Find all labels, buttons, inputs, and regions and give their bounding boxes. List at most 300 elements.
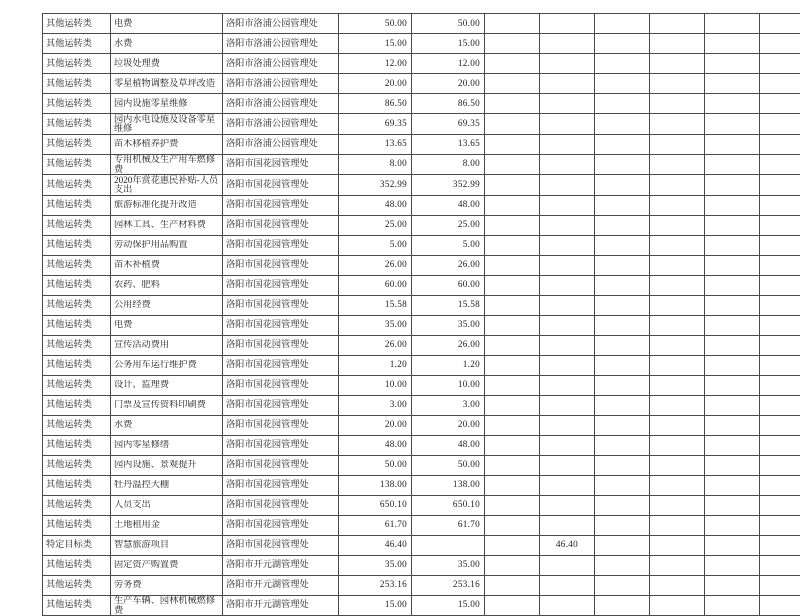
cell-extra-6: [760, 375, 800, 395]
cell-extra-4: [650, 175, 705, 196]
cell-extra-1: [485, 415, 540, 435]
cell-extra-6: [760, 235, 800, 255]
cell-extra-5: [705, 175, 760, 196]
cell-item-text: 垃圾处理费: [114, 58, 220, 68]
cell-extra-6: [760, 134, 800, 154]
cell-extra-3: [595, 435, 650, 455]
cell-extra-1: [485, 515, 540, 535]
cell-department: 洛阳市洛浦公园管理处: [223, 74, 339, 94]
cell-item: [111, 114, 223, 135]
table-row: [43, 255, 800, 275]
cell-extra-5: [705, 335, 760, 355]
cell-category: 其他运转类: [43, 415, 111, 435]
cell-department: 洛阳市国花园管理处: [223, 415, 339, 435]
cell-item-text: 公务用车运行维护费: [114, 360, 220, 370]
cell-amount-2: 15.58: [412, 295, 485, 315]
cell-item: [111, 355, 223, 375]
cell-extra-4: [650, 275, 705, 295]
cell-item: [111, 595, 223, 616]
table-row: [43, 535, 800, 555]
cell-extra-4: [650, 515, 705, 535]
cell-extra-3: [595, 235, 650, 255]
cell-extra-4: [650, 154, 705, 175]
cell-extra-1: [485, 395, 540, 415]
cell-amount-1: 61.70: [339, 515, 412, 535]
cell-extra-5: [705, 195, 760, 215]
cell-amount-1: 650.10: [339, 495, 412, 515]
cell-extra-6: [760, 175, 800, 196]
cell-extra-5: [705, 235, 760, 255]
cell-amount-1: 20.00: [339, 74, 412, 94]
cell-department: 洛阳市国花园管理处: [223, 295, 339, 315]
cell-extra-2: [540, 14, 595, 34]
cell-item: [111, 14, 223, 34]
cell-item-text: 电费: [114, 18, 220, 28]
table-row: [43, 94, 800, 114]
cell-item-text: 劳动保护用品购置: [114, 240, 220, 250]
cell-amount-1: 60.00: [339, 275, 412, 295]
cell-extra-3: [595, 455, 650, 475]
cell-extra-2: [540, 134, 595, 154]
cell-extra-2: [540, 94, 595, 114]
cell-department: 洛阳市国花园管理处: [223, 195, 339, 215]
cell-extra-3: [595, 595, 650, 616]
cell-item-text: 设计、监理费: [114, 380, 220, 390]
table-row: [43, 34, 800, 54]
cell-item: [111, 74, 223, 94]
cell-extra-3: [595, 515, 650, 535]
cell-department: 洛阳市国花园管理处: [223, 275, 339, 295]
cell-extra-5: [705, 555, 760, 575]
cell-extra-2: [540, 54, 595, 74]
table-row: [43, 515, 800, 535]
cell-item: [111, 54, 223, 74]
cell-department: 洛阳市国花园管理处: [223, 475, 339, 495]
cell-extra-4: [650, 134, 705, 154]
cell-extra-6: [760, 495, 800, 515]
cell-item-text: 苗木移植养护费: [114, 139, 220, 149]
cell-amount-1: 3.00: [339, 395, 412, 415]
cell-extra-5: [705, 455, 760, 475]
cell-extra-3: [595, 495, 650, 515]
cell-department: 洛阳市洛浦公园管理处: [223, 114, 339, 135]
cell-extra-6: [760, 315, 800, 335]
cell-extra-5: [705, 114, 760, 135]
cell-extra-6: [760, 515, 800, 535]
cell-amount-2: 26.00: [412, 255, 485, 275]
cell-extra-2: [540, 74, 595, 94]
cell-extra-3: [595, 114, 650, 135]
cell-extra-6: [760, 575, 800, 595]
cell-amount-1: 13.65: [339, 134, 412, 154]
cell-category: 其他运转类: [43, 555, 111, 575]
cell-extra-2: [540, 495, 595, 515]
cell-extra-2: [540, 375, 595, 395]
cell-extra-4: [650, 215, 705, 235]
cell-extra-2: [540, 114, 595, 135]
cell-extra-1: [485, 555, 540, 575]
cell-extra-5: [705, 375, 760, 395]
table-row: [43, 195, 800, 215]
cell-item-text: 园内设施、景观提升: [114, 460, 220, 470]
cell-amount-1: 35.00: [339, 555, 412, 575]
cell-amount-2: 35.00: [412, 315, 485, 335]
cell-extra-3: [595, 74, 650, 94]
cell-extra-4: [650, 475, 705, 495]
cell-department: 洛阳市开元湖管理处: [223, 555, 339, 575]
cell-category: 其他运转类: [43, 595, 111, 616]
cell-amount-2: 60.00: [412, 275, 485, 295]
cell-extra-2: [540, 435, 595, 455]
cell-extra-6: [760, 215, 800, 235]
cell-item: [111, 415, 223, 435]
cell-category: 其他运转类: [43, 175, 111, 196]
cell-extra-4: [650, 74, 705, 94]
cell-item: [111, 395, 223, 415]
cell-amount-1: 1.20: [339, 355, 412, 375]
cell-extra-5: [705, 134, 760, 154]
cell-department: 洛阳市国花园管理处: [223, 375, 339, 395]
cell-department: 洛阳市国花园管理处: [223, 255, 339, 275]
cell-extra-5: [705, 355, 760, 375]
cell-extra-1: [485, 74, 540, 94]
cell-extra-2: [540, 355, 595, 375]
cell-item: [111, 34, 223, 54]
table-row: [43, 215, 800, 235]
cell-category: 其他运转类: [43, 255, 111, 275]
cell-extra-3: [595, 555, 650, 575]
cell-item: [111, 315, 223, 335]
cell-amount-1: 50.00: [339, 14, 412, 34]
cell-extra-5: [705, 415, 760, 435]
cell-extra-1: [485, 215, 540, 235]
cell-extra-3: [595, 175, 650, 196]
cell-extra-1: [485, 335, 540, 355]
table-row: [43, 154, 800, 175]
cell-category: 其他运转类: [43, 34, 111, 54]
cell-amount-1: 5.00: [339, 235, 412, 255]
table-row: [43, 114, 800, 135]
cell-extra-3: [595, 14, 650, 34]
cell-extra-1: [485, 275, 540, 295]
cell-extra-2: [540, 255, 595, 275]
cell-extra-4: [650, 455, 705, 475]
cell-item: [111, 475, 223, 495]
cell-extra-2: [540, 195, 595, 215]
cell-category: 其他运转类: [43, 235, 111, 255]
cell-extra-6: [760, 415, 800, 435]
cell-amount-1: 138.00: [339, 475, 412, 495]
cell-category: 其他运转类: [43, 455, 111, 475]
cell-item-text: 水费: [114, 420, 220, 430]
table-row: [43, 134, 800, 154]
cell-item-text: 固定资产购置费: [114, 560, 220, 570]
cell-extra-4: [650, 235, 705, 255]
cell-item: [111, 295, 223, 315]
cell-amount-1: 26.00: [339, 335, 412, 355]
cell-item-text: 零星植物调整及草坪改造: [114, 78, 220, 88]
cell-department: 洛阳市国花园管理处: [223, 154, 339, 175]
cell-extra-6: [760, 475, 800, 495]
cell-extra-4: [650, 54, 705, 74]
cell-item-text: 园内设施零星维修: [114, 98, 220, 108]
cell-amount-2: 61.70: [412, 515, 485, 535]
cell-item-text: 水费: [114, 38, 220, 48]
cell-category: 其他运转类: [43, 154, 111, 175]
cell-extra-3: [595, 154, 650, 175]
cell-extra-4: [650, 114, 705, 135]
cell-extra-3: [595, 295, 650, 315]
cell-extra-6: [760, 34, 800, 54]
cell-category: 其他运转类: [43, 475, 111, 495]
cell-extra-5: [705, 74, 760, 94]
cell-item-text: 园内零星修缮: [114, 440, 220, 450]
cell-category: 其他运转类: [43, 355, 111, 375]
cell-department: 洛阳市国花园管理处: [223, 355, 339, 375]
cell-extra-1: [485, 94, 540, 114]
table-row: [43, 355, 800, 375]
cell-extra-5: [705, 14, 760, 34]
cell-amount-2: [412, 535, 485, 555]
cell-extra-4: [650, 375, 705, 395]
cell-amount-1: 8.00: [339, 154, 412, 175]
cell-item: [111, 275, 223, 295]
cell-amount-1: 10.00: [339, 375, 412, 395]
cell-item-text: 人员支出: [114, 500, 220, 510]
cell-extra-6: [760, 255, 800, 275]
cell-extra-3: [595, 475, 650, 495]
cell-extra-6: [760, 595, 800, 616]
cell-category: 其他运转类: [43, 134, 111, 154]
cell-item-text: 园内水电设施及设备零星维修: [114, 114, 220, 134]
cell-extra-4: [650, 315, 705, 335]
cell-department: 洛阳市洛浦公园管理处: [223, 94, 339, 114]
cell-item-text: 牡丹温控大棚: [114, 480, 220, 490]
cell-extra-2: [540, 395, 595, 415]
cell-category: 其他运转类: [43, 94, 111, 114]
cell-item: [111, 575, 223, 595]
cell-extra-6: [760, 114, 800, 135]
cell-extra-4: [650, 415, 705, 435]
cell-amount-1: 48.00: [339, 435, 412, 455]
table-row: [43, 575, 800, 595]
cell-category: 其他运转类: [43, 215, 111, 235]
cell-extra-4: [650, 335, 705, 355]
cell-extra-5: [705, 475, 760, 495]
cell-amount-2: 26.00: [412, 335, 485, 355]
cell-extra-5: [705, 34, 760, 54]
cell-department: 洛阳市开元湖管理处: [223, 575, 339, 595]
cell-extra-3: [595, 275, 650, 295]
cell-item-text: 宣传活动费用: [114, 340, 220, 350]
cell-extra-4: [650, 495, 705, 515]
cell-amount-2: 10.00: [412, 375, 485, 395]
cell-amount-2: 25.00: [412, 215, 485, 235]
cell-extra-6: [760, 395, 800, 415]
cell-amount-2: 35.00: [412, 555, 485, 575]
cell-amount-1: 50.00: [339, 455, 412, 475]
cell-amount-1: 12.00: [339, 54, 412, 74]
cell-extra-4: [650, 34, 705, 54]
cell-extra-2: [540, 175, 595, 196]
cell-item: [111, 535, 223, 555]
cell-extra-3: [595, 94, 650, 114]
cell-extra-4: [650, 94, 705, 114]
cell-extra-4: [650, 595, 705, 616]
cell-item-text: 专用机械及生产用车燃修费: [114, 155, 220, 175]
cell-extra-1: [485, 154, 540, 175]
table-row: [43, 275, 800, 295]
cell-item-text: 生产车辆、园林机械燃修费: [114, 596, 220, 616]
cell-amount-2: 352.99: [412, 175, 485, 196]
table-row: [43, 495, 800, 515]
cell-extra-2: [540, 315, 595, 335]
table-row: [43, 315, 800, 335]
cell-extra-2: [540, 154, 595, 175]
cell-department: 洛阳市国花园管理处: [223, 515, 339, 535]
cell-category: 其他运转类: [43, 435, 111, 455]
cell-extra-4: [650, 575, 705, 595]
cell-extra-3: [595, 575, 650, 595]
table-row: [43, 555, 800, 575]
cell-amount-2: 15.00: [412, 595, 485, 616]
cell-extra-2: [540, 515, 595, 535]
cell-extra-6: [760, 435, 800, 455]
cell-extra-5: [705, 315, 760, 335]
cell-extra-3: [595, 395, 650, 415]
cell-item-text: 电费: [114, 320, 220, 330]
cell-item: [111, 94, 223, 114]
cell-extra-2: [540, 555, 595, 575]
cell-extra-5: [705, 515, 760, 535]
table-row: [43, 595, 800, 616]
cell-amount-2: 8.00: [412, 154, 485, 175]
cell-amount-2: 48.00: [412, 195, 485, 215]
cell-item: [111, 335, 223, 355]
cell-extra-6: [760, 455, 800, 475]
cell-category: 其他运转类: [43, 114, 111, 135]
budget-expenditure-table: [42, 13, 800, 616]
cell-extra-1: [485, 535, 540, 555]
cell-department: 洛阳市国花园管理处: [223, 335, 339, 355]
cell-item-text: 土地租用金: [114, 520, 220, 530]
cell-item: [111, 235, 223, 255]
cell-extra-2: [540, 415, 595, 435]
cell-item-text: 劳务费: [114, 580, 220, 590]
cell-department: 洛阳市国花园管理处: [223, 235, 339, 255]
cell-amount-2: 650.10: [412, 495, 485, 515]
cell-amount-1: 15.58: [339, 295, 412, 315]
cell-extra-1: [485, 114, 540, 135]
cell-item: [111, 555, 223, 575]
cell-extra-6: [760, 535, 800, 555]
cell-extra-2: 46.40: [540, 535, 595, 555]
cell-extra-1: [485, 295, 540, 315]
cell-extra-2: [540, 335, 595, 355]
cell-extra-2: [540, 475, 595, 495]
cell-extra-3: [595, 54, 650, 74]
cell-extra-1: [485, 315, 540, 335]
cell-extra-2: [540, 595, 595, 616]
cell-item: [111, 255, 223, 275]
cell-amount-1: 46.40: [339, 535, 412, 555]
table-row: [43, 395, 800, 415]
cell-extra-3: [595, 535, 650, 555]
cell-extra-5: [705, 295, 760, 315]
cell-extra-3: [595, 375, 650, 395]
cell-extra-2: [540, 575, 595, 595]
cell-item-text: 苗木补植费: [114, 260, 220, 270]
cell-category: 其他运转类: [43, 375, 111, 395]
table-row: [43, 415, 800, 435]
cell-extra-5: [705, 215, 760, 235]
cell-extra-5: [705, 154, 760, 175]
cell-extra-1: [485, 595, 540, 616]
cell-department: 洛阳市国花园管理处: [223, 455, 339, 475]
cell-category: 其他运转类: [43, 14, 111, 34]
cell-extra-1: [485, 575, 540, 595]
cell-extra-5: [705, 94, 760, 114]
cell-extra-1: [485, 255, 540, 275]
cell-department: 洛阳市国花园管理处: [223, 435, 339, 455]
cell-category: 其他运转类: [43, 195, 111, 215]
cell-extra-6: [760, 14, 800, 34]
cell-extra-3: [595, 195, 650, 215]
cell-department: 洛阳市开元湖管理处: [223, 595, 339, 616]
cell-item-text: 园林工具、生产材料费: [114, 220, 220, 230]
cell-amount-1: 26.00: [339, 255, 412, 275]
cell-item-text: 门票及宣传资料印刷费: [114, 400, 220, 410]
cell-extra-6: [760, 555, 800, 575]
cell-item: [111, 375, 223, 395]
cell-amount-2: 48.00: [412, 435, 485, 455]
cell-extra-6: [760, 74, 800, 94]
cell-amount-2: 13.65: [412, 134, 485, 154]
cell-department: 洛阳市国花园管理处: [223, 535, 339, 555]
table-row: [43, 435, 800, 455]
cell-category: 其他运转类: [43, 575, 111, 595]
cell-extra-6: [760, 195, 800, 215]
cell-extra-3: [595, 134, 650, 154]
table-row: [43, 475, 800, 495]
cell-extra-6: [760, 94, 800, 114]
cell-amount-2: 15.00: [412, 34, 485, 54]
cell-extra-1: [485, 134, 540, 154]
cell-extra-1: [485, 195, 540, 215]
cell-extra-3: [595, 335, 650, 355]
cell-extra-4: [650, 355, 705, 375]
cell-extra-5: [705, 495, 760, 515]
cell-extra-5: [705, 275, 760, 295]
cell-extra-6: [760, 335, 800, 355]
cell-item: [111, 175, 223, 196]
cell-amount-2: 12.00: [412, 54, 485, 74]
cell-department: 洛阳市国花园管理处: [223, 495, 339, 515]
table-body: [43, 14, 800, 616]
cell-extra-3: [595, 315, 650, 335]
cell-item: [111, 154, 223, 175]
cell-amount-1: 352.99: [339, 175, 412, 196]
cell-extra-3: [595, 255, 650, 275]
cell-amount-2: 86.50: [412, 94, 485, 114]
cell-extra-5: [705, 575, 760, 595]
cell-extra-3: [595, 34, 650, 54]
cell-extra-5: [705, 595, 760, 616]
cell-extra-2: [540, 34, 595, 54]
cell-extra-2: [540, 275, 595, 295]
cell-extra-1: [485, 495, 540, 515]
table-row: [43, 175, 800, 196]
